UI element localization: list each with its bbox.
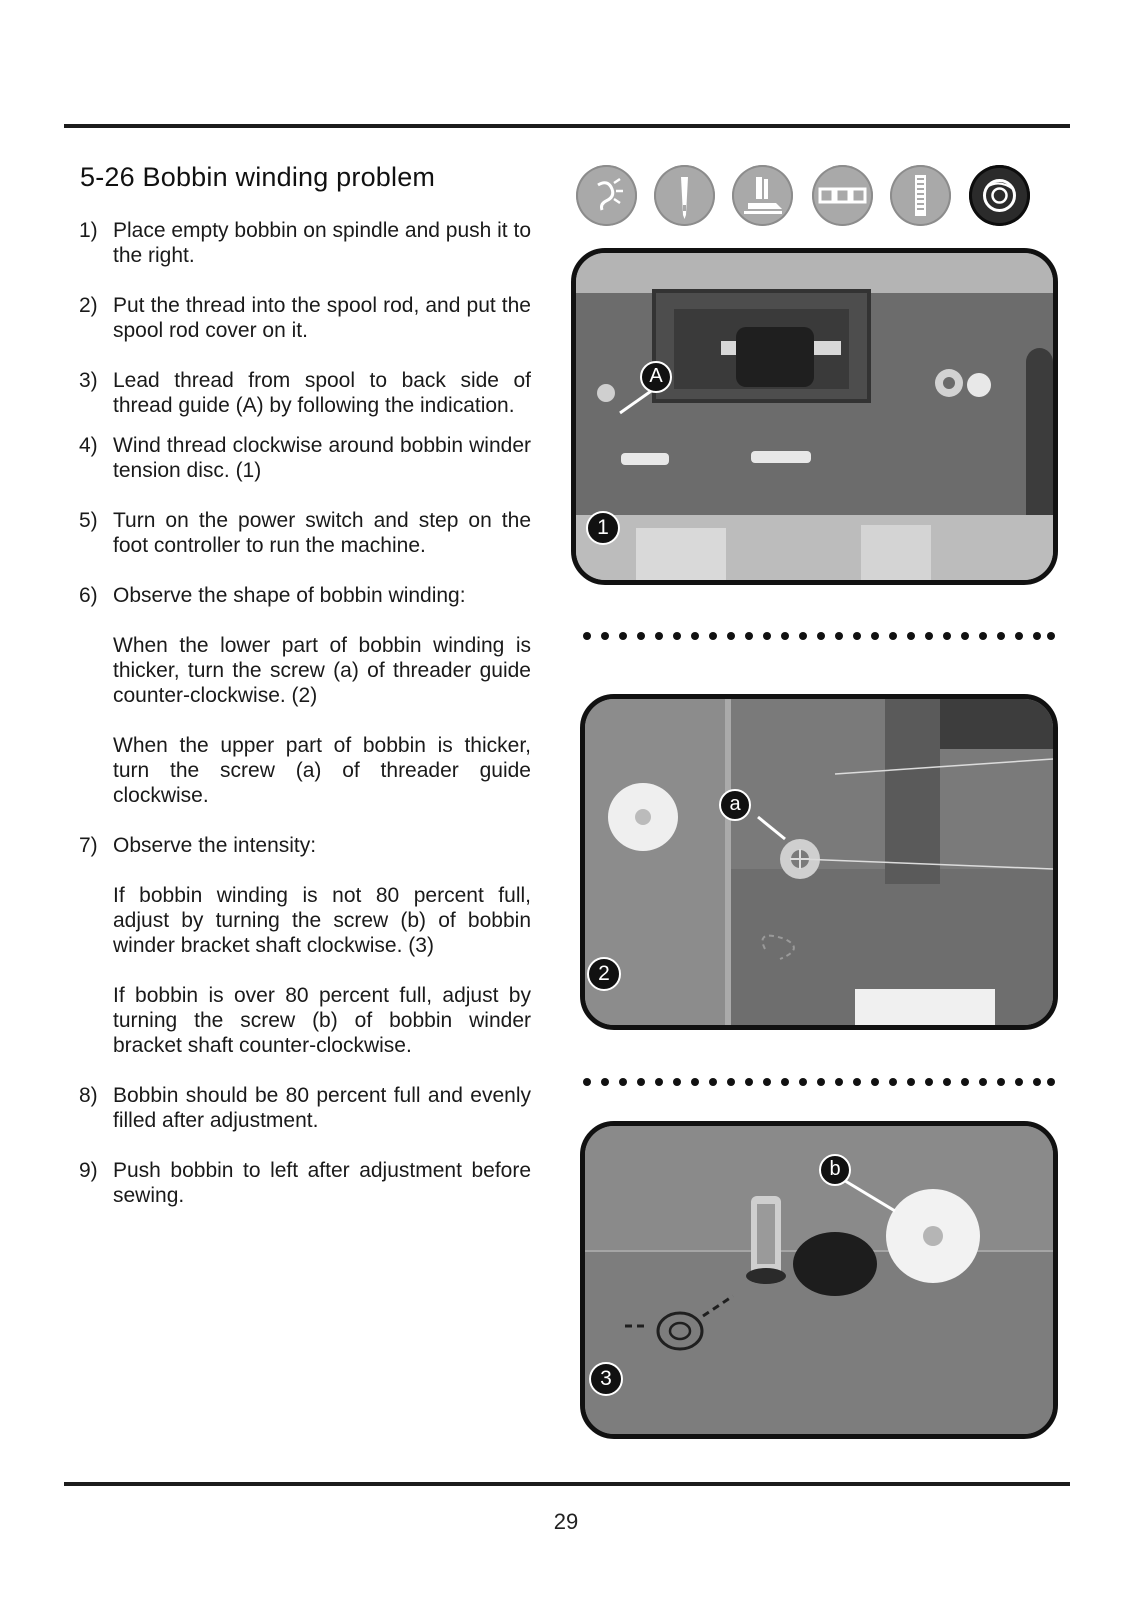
step-item	[79, 833, 531, 858]
threading-icon	[576, 165, 637, 226]
dotted-separator	[582, 628, 1056, 638]
dotted-separator	[582, 1074, 1056, 1084]
step-item	[79, 1158, 531, 1208]
step-paragraph: When the upper part of bobbin is thicker, turn the screw (a) of threader guide clockwise.	[113, 734, 531, 807]
step-text: Bobbin should be 80 percent full and evenly filled after adjustment.	[113, 1084, 531, 1132]
step-paragraph: If bobbin is over 80 percent full, adjust by turning the screw (b) of bobbin winder bracket shaft counter-clockwise.	[113, 984, 531, 1057]
step-number: 6)	[79, 584, 98, 607]
callout-label: A	[640, 361, 672, 393]
needle-icon	[654, 165, 715, 226]
page-number: 29	[553, 1509, 579, 1534]
step-text: Lead thread from spool to back side of thread guide (A) by following the indication.	[113, 369, 531, 417]
step-item	[79, 293, 531, 343]
callout-label: b	[819, 1154, 851, 1186]
step-paragraph: When the lower part of bobbin winding is thicker, turn the screw (a) of threader guide counter-clockwise. (2)	[113, 634, 531, 707]
step-number: 7)	[79, 834, 98, 857]
step-number: 3)	[79, 369, 98, 392]
step-text: Observe the shape of bobbin winding:	[113, 584, 466, 607]
step-item	[79, 433, 531, 483]
step-number: 9)	[79, 1159, 98, 1182]
stitch-icon	[812, 165, 873, 226]
step-item	[79, 583, 531, 608]
step-number: 2)	[79, 294, 98, 317]
step-number: 1)	[79, 219, 98, 242]
step-item	[79, 1083, 531, 1133]
step-text: Turn on the power switch and step on the foot controller to run the machine.	[113, 509, 531, 557]
callout-label: a	[719, 789, 751, 821]
step-number: 4)	[79, 434, 98, 457]
presser-foot-icon	[732, 165, 793, 226]
figure-number-badge: 3	[589, 1362, 623, 1396]
step-item	[79, 368, 531, 418]
figure-2-photo	[580, 694, 1058, 1030]
step-number: 8)	[79, 1084, 98, 1107]
step-paragraph: If bobbin winding is not 80 percent full, adjust by turning the screw (b) of bobbin winder bracket shaft clockwise. (3)	[113, 884, 531, 957]
step-text: Observe the intensity:	[113, 834, 317, 857]
figure-number-badge: 1	[586, 511, 620, 545]
bobbin-icon	[969, 165, 1030, 226]
step-number: 5)	[79, 509, 98, 532]
chapter-icon-strip	[576, 165, 1046, 227]
step-item	[79, 508, 531, 558]
top-rule	[64, 124, 1070, 128]
figure-number-badge: 2	[587, 957, 621, 991]
step-item	[79, 218, 531, 268]
step-text: Push bobbin to left after adjustment before sewing.	[113, 1159, 531, 1207]
step-text: Put the thread into the spool rod, and put the spool rod cover on it.	[113, 294, 531, 342]
step-text: Wind thread clockwise around bobbin winder tension disc. (1)	[113, 434, 531, 482]
instruction-steps	[79, 218, 531, 1233]
figure-1-photo	[571, 248, 1058, 585]
figure-3-photo	[580, 1121, 1058, 1439]
section-title: 5-26 Bobbin winding problem	[80, 162, 436, 192]
bottom-rule	[64, 1482, 1070, 1486]
feed-dog-icon	[890, 165, 951, 226]
step-text: Place empty bobbin on spindle and push it to the right.	[113, 219, 531, 267]
